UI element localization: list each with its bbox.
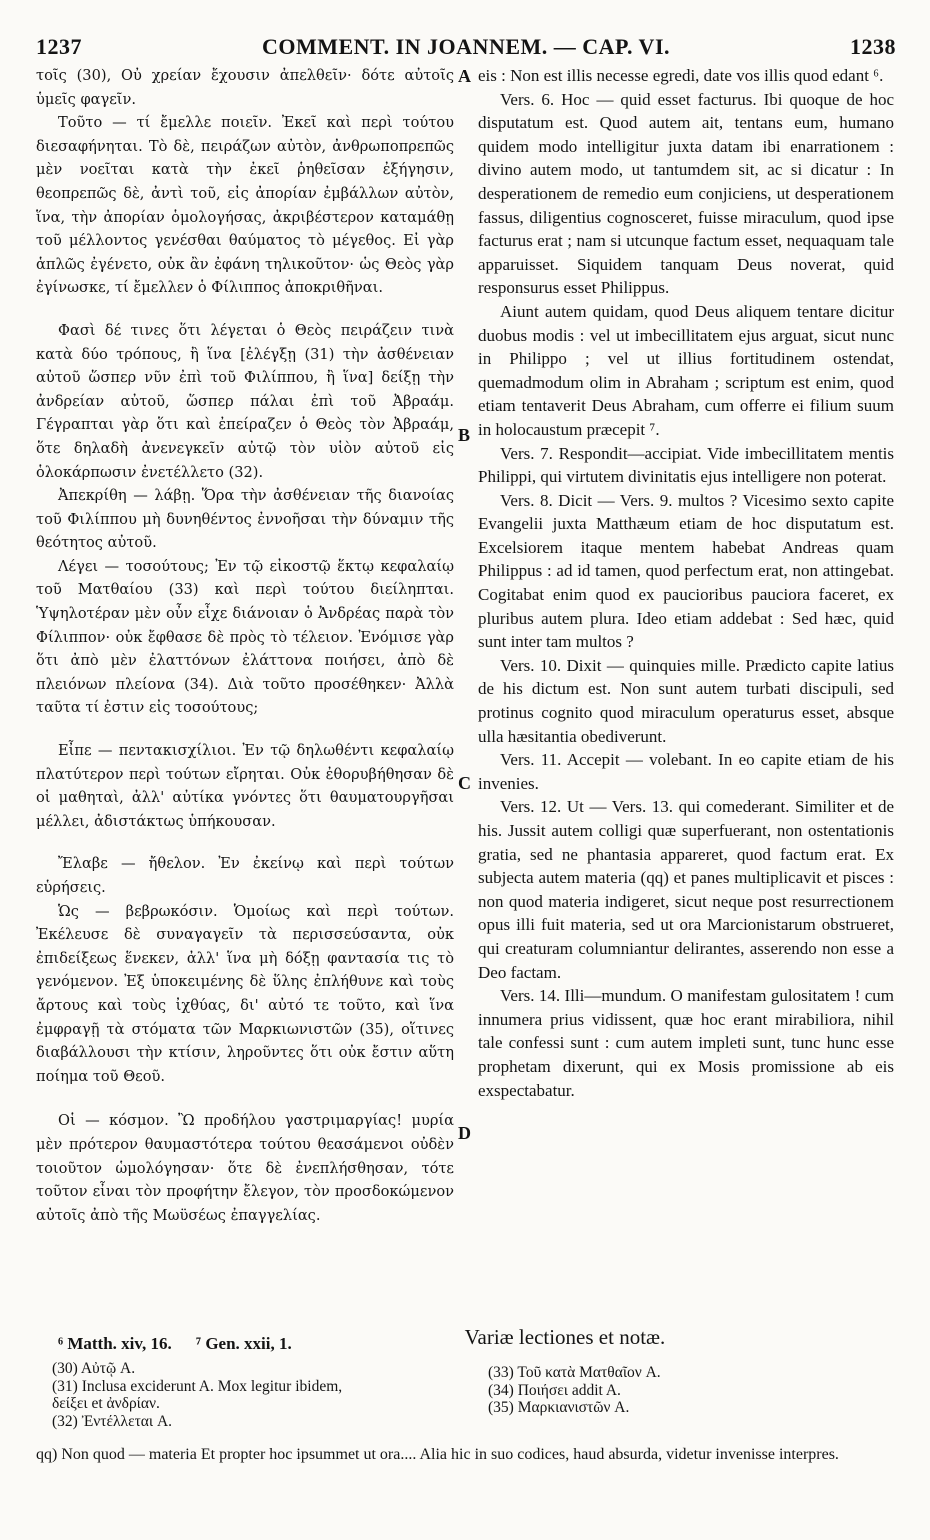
greek-paragraph: Φασὶ δέ τινες ὅτι λέγεται ὁ Θεὸς πειράζειν τινὰ κατὰ δύο τρόπους, ἢ ἵνα [ἐλέγξῃ (31) τὴν ἀσθένειαν αὐτοῦ ὥσπερ νῦν ἐπὶ τοῦ Φιλίππου, ἢ ἵνα] δείξῃ τὴν ἀνδρείαν αὐτοῦ, ὥσπερ πάλαι ἐπὶ τοῦ Ἀβραάμ. Γέγραπται γὰρ ὅτι καὶ ἐπείραζεν ὁ Θεὸς τὸν Ἀβραάμ, ὅτε δηλαδὴ ἀνενεγκεῖν αὐτῷ τὸν υἱὸν αὐτοῦ εἰς ὁλοκάρπωσιν ἐνετέλλετο (32). [36,321,454,481]
note-qq: qq) Non quod — materia Et propter hoc ipsummet ut ora.... Alia hic in suo codices, haud absurda, videtur invenisse interpres. [36,1446,839,1463]
latin-paragraph: Vers. 8. Dicit — Vers. 9. multos ? Vicesimo sexto capite Evangelii juxta Matthæum etiam de hoc disputatum est. Excelsiorem itaque mentem habebat Andreas quam Philippus : ad id tamen, quod perfectum erat, non attingebat. Cogitabat enim quod ex paucioribus pauciora faceret, ex pluribus autem plura. Ideo etiam addebat : Sed hæc, quid sunt inter tam multos ? [478,490,894,652]
margin-letter-d: D [458,1123,471,1143]
footnote: ⁶ Matth. xiv, 16. [58,1334,172,1353]
latin-paragraph: Vers. 14. Illi—mundum. O manifestam gulositatem ! cum innumera prius vidissent, quæ hoc erant mirabiliora, nihil tale confessi sunt : cum autem impleti sunt, tunc hunc esse prophetam dixerunt, qui ex Mosis promissione ab eis exspectabatur. [478,986,894,1100]
greek-paragraph: Εἶπε — πεντακισχίλιοι. Ἐν τῷ δηλωθέντι κεφαλαίῳ πλατύτερον περὶ τούτων εἴρηται. Οὐκ ἐθορυβήθησαν δὲ οἱ μαθηταὶ, ἀλλ' αὐτίκα γνόντες ὅτι θαυματουργῆσαι μέλλει, ἀδιστάκτως ὑπήκουσαν. [36,742,454,830]
latin-paragraph: Vers. 7. Respondit—accipiat. Vide imbecillitatem mentis Philippi, qui virtutem divinitatis ejus intelligere non poterat. [478,443,894,487]
variant-note: (34) Ποιήσει addit A. [488,1381,621,1399]
variae-heading: Variæ lectiones et notæ. [464,1325,666,1349]
variant-note: (33) Τοῦ κατὰ Ματθαῖον A. [488,1364,661,1381]
margin-letter-b: B [458,425,471,445]
running-header [36,34,896,64]
variae-right [488,1364,888,1417]
margin-letter-a: A [458,66,471,86]
latin-column [478,64,894,1102]
greek-paragraph: Ἀπεκρίθη — λάβῃ. Ὅρα τὴν ἀσθένειαν τῆς διανοίας τοῦ Φιλίππου μὴ δυνηθέντος ἐννοῆσαι τὴν δύναμιν τῆς θεότητος αὐτοῦ. [36,487,454,552]
latin-paragraph: Vers. 6. Hoc — quid esset facturus. Ibi quoque de hoc disputatum est. Quod autem ait, tentans eum, humano quidem modo intelligitur juxta datam ibi enarrationem : divino autem modo, ut tantumdem sit, ac si dicatur : In desperationem de remedio eum conjiciens, ut desperationem fassus, diligentius cognosceret, fuisse miraculum, quod ipse facturus erat ; nam si utcunque factum esset, nequaquam tale apparuisset. Siquidem tanquam Deus noverat, quid responsurus esset Philippus. [478,89,894,298]
variant-note: (31) Inclusa exciderunt A. Mox legitur ibidem, [52,1377,343,1395]
greek-column [36,64,454,1227]
greek-paragraph: Ἔλαβε — ἤθελον. Ἐν ἐκείνῳ καὶ περὶ τούτων εὑρήσεις. [36,855,454,896]
variant-note: (30) Αὐτῷ A. [52,1360,136,1377]
footnote: ⁷ Gen. xxii, 1. [195,1334,292,1353]
greek-paragraph: Λέγει — τοσούτους; Ἐν τῷ εἰκοστῷ ἕκτῳ κεφαλαίῳ τοῦ Ματθαίου (33) καὶ περὶ τούτου διείληπται. Ὑψηλοτέραν μὲν οὖν εἶχε διάνοιαν ὁ Ἀνδρέας παρὰ τὸν Φίλιππον· οὐκ ἔφθασε δὲ πρὸς τὸ τέλειον. Ἐνόμισε γὰρ ὅτι ἀπὸ μὲν ἐλαττόνων ἐλάττονα ποιήσει, ἀπὸ δὲ πλειόνων πλείονα (34). Διὰ τοῦτο προσέθηκεν· Ἀλλὰ ταῦτα τί ἐστιν εἰς τοσούτους; [36,557,454,717]
latin-paragraph: Vers. 12. Ut — Vers. 13. qui comederant. Similiter et de his. Jussit autem colligi quæ superfuerant, non ostentationis gratia, sed ne phantasia appareret, quod factum erat. Ex subjecta autem materia (qq) et panes multiplicavit et pisces : non quod materia indigeret, sicut neque post resurrectionem opus illi fuit materia, sed ut ora Marcionistarum obstrueret, qui creaturam columniantur delirantes, asserendo non esse a Deo factam. [478,797,894,982]
margin-letter-c: C [458,773,471,793]
variant-note: (32) Ἐντέλλεται A. [52,1412,173,1430]
variant-note: (35) Μαρκιανιστῶν A. [488,1399,630,1416]
running-title: COMMENT. IN JOANNEM. — CAP. VI. [261,34,671,59]
latin-paragraph: Vers. 10. Dixit — quinquies mille. Prædicto capite latius de his dictum est. Non sunt autem turbati discipuli, sed protinus cognito quod miraculum operaturus esset, absque ulla hæsitantia obediverunt. [478,655,894,746]
latin-paragraph: Aiunt autem quidam, quod Deus aliquem tentare dicitur duobus modis : vel ut imbecillitatem ejus arguat, sicut nunc in Philippo ; vel ut illius fortitudinem ostendat, quemadmodum olim in Abraham ; scriptum est enim, quod etiam tentaverit Deus Abraham, cum offerre ei filium suum in holocaustum præcepit ⁷. [478,301,894,439]
greek-paragraph: Τοῦτο — τί ἔμελλε ποιεῖν. Ἐκεῖ καὶ περὶ τούτου διεσαφήνηται. Τὸ δὲ, πειράζων αὐτὸν, ἀνθρωποπρεπῶς μὲν νοεῖται κατὰ τὴν ἐκεῖ ῥηθεῖσαν ἐξήγησιν, θεοπρεπῶς δὲ, ἀντὶ τοῦ, εἰς ἀπορίαν ἐμβάλλων αὐτὸν, ἵνα, τὴν ἀπορίαν ὁμολογήσας, ἀκριβέστερον καταμάθῃ τοῦ μέλλοντος γενέσθαι θαύματος τὸ μέγεθος. Εἰ γὰρ ἁπλῶς ἐγένετο, οὐκ ἂν ἐφάνη τηλικοῦτον· ὡς Θεὸς γὰρ ἐγίνωσκε, τί ἔμελλεν ὁ Φίλιππος ἀποκριθῆναι. [36,114,454,297]
variant-note: δείξει et ἀνδρίαν. [52,1395,160,1412]
page-number-right: 1238 [850,34,896,59]
latin-paragraph: eis : Non est illis necesse egredi, date vos illis quod edant ⁶. [478,66,884,85]
variae-left [52,1360,462,1430]
page-number-left: 1237 [36,34,82,59]
greek-paragraph: Ὡς — βεβρωκόσιν. Ὁμοίως καὶ περὶ τούτων. Ἐκέλευσε δὲ συναγαγεῖν τὰ περισσεύσαντα, οὐκ ἐπιδείξεως ἕνεκεν, ἀλλ' ἵνα μὴ δόξῃ φαντασία τις τὸ γενόμενον. Ἐξ ὑποκειμένης δὲ ὕλης ἐπλήθυνε καὶ τοὺς ἄρτους καὶ τοὺς ἰχθύας, δι' αὐτό τε τοῦτο, καὶ ἵνα ἐμφραγῇ τὰ στόματα τῶν Μαρκιωνιστῶν (35), οἵτινες διαβάλλουσι τὴν κτίσιν, ληροῦντες ὅτι οὐκ ἔστιν αὕτη ποίημα τοῦ Θεοῦ. [36,902,454,1085]
greek-paragraph: Οἱ — κόσμον. Ὢ προδήλου γαστριμαργίας! μυρία μὲν πρότερον θαυμαστότερα τούτου θεασάμενοι οὐδὲν τοιοῦτον ὡμολόγησαν· ὅτε δὲ ἐνεπλήσθησαν, τότε τοῦτον εἶναι τὸν προφήτην ἔλεγον, τὸν προσδοκώμενον αὐτοῖς ἀπὸ τῆς Μωϋσέως ἐπαγγελίας. [36,1112,454,1224]
greek-paragraph: τοῖς (30), Οὐ χρείαν ἔχουσιν ἀπελθεῖν· δότε αὐτοῖς ὑμεῖς φαγεῖν. [36,67,454,108]
latin-paragraph: Vers. 11. Accepit — volebant. In eo capite etiam de his invenies. [478,750,894,793]
